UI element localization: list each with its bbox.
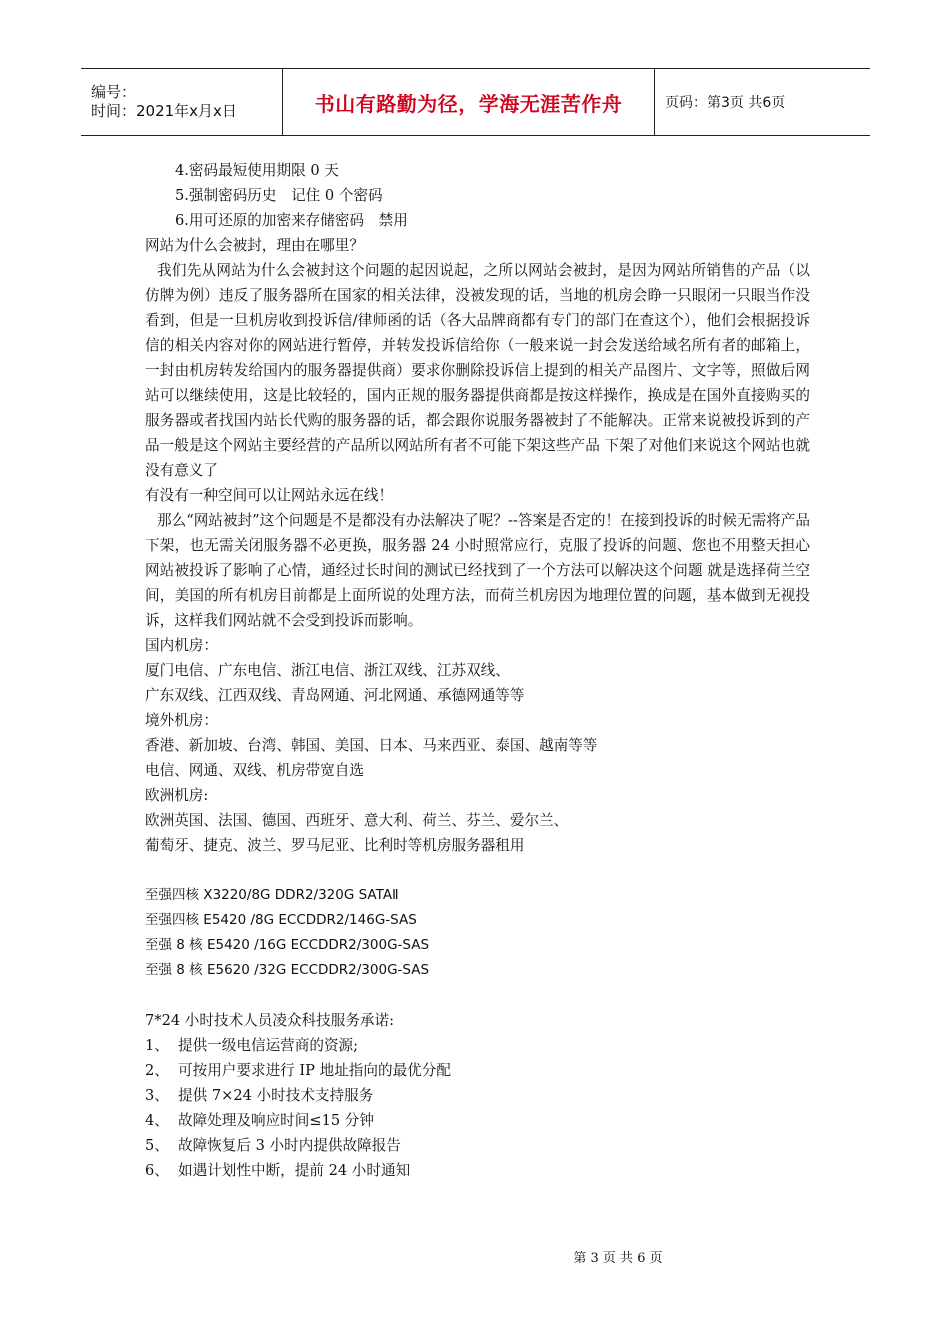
header-page-number: 页码：第3页 共6页 [665, 95, 786, 111]
overseas-title: 境外机房： [145, 712, 218, 729]
commitment-number: 6、 [145, 1162, 169, 1179]
footer-page-number: 第 3 页 共 6 页 [573, 1251, 663, 1266]
commitment-item [145, 1133, 810, 1158]
domestic-line: 广东双线、江西双线、青岛网通、河北网通、承德网通等等 [145, 687, 525, 704]
server-spec: 至强 8 核 E5620 /32G ECCDDR2/300G-SAS [145, 962, 430, 978]
commitment-text: 故障恢复后 3 小时内提供故障报告 [178, 1137, 401, 1154]
section-title: 有没有一种空间可以让网站永远在线！ [145, 487, 394, 504]
commitment-text: 提供一级电信运营商的资源; [178, 1037, 359, 1054]
commitment-text: 如遇计划性中断，提前 24 小时通知 [178, 1162, 411, 1179]
europe-line: 欧洲英国、法国、德国、西班牙、意大利、荷兰、芬兰、爱尔兰、 [145, 812, 569, 829]
policy-item: 4.密码最短使用期限 0 天 [175, 162, 339, 179]
domestic-line: 厦门电信、广东电信、浙江电信、浙江双线、江苏双线、 [145, 662, 510, 679]
commitment-number: 5、 [145, 1137, 169, 1154]
section-paragraph: 我们先从网站为什么会被封这个问题的起因说起，之所以网站会被封，是因为网站所销售的产品（以仿牌为例）违反了服务器所在国家的相关法律，没被发现的话，当地的机房会睁一只眼闭一只眼当作没看到，但是一旦机房收到投诉信/律师函的话（各大品牌商都有专门的部门在查这个），他们会根据投诉信的相关内容对你的网站进行暂停，并转发投诉信给你（一般来说一封会发送给域名所有者的邮箱上，一封由机房转发给国内的服务器提供商）要求你删除投诉信上提到的相关产品图片、文字等，照做后网站可以继续使用，这是比较轻的，国内正规的服务器提供商都是按这样操作，换成是在国外直接购买的服务器或者找国内站长代购的服务器的话，都会跟你说服务器被封了不能解决。正常来说被投诉到的产品一般是这个网站主要经营的产品所以网站所有者不可能下架这些产品 下架了对他们来说这个网站也就没有意义了 [145, 262, 810, 479]
server-spec: 至强四核 E5420 /8G ECCDDR2/146G-SAS [145, 912, 417, 928]
commitment-item [145, 1033, 810, 1058]
section-paragraph: 那么“网站被封”这个问题是不是都没有办法解决了呢？--答案是否定的！在接到投诉的时候无需将产品下架，也无需关闭服务器不必更换，服务器 24 小时照常应行，克服了投诉的问题、您也不用整天担心网站被投诉了影响了心情，通经过长时间的测试已经找到了一个方法可以解决这个问题 就是选择荷兰空间，美国的所有机房目前都是上面所说的处理方法，而荷兰机房因为地理位置的问题，基本做到无视投诉，这样我们网站就不会受到投诉而影响。 [145, 512, 810, 629]
commitment-item [145, 1058, 810, 1083]
spacer [145, 858, 810, 883]
commitment-text: 故障处理及响应时间≤15 分钟 [178, 1112, 374, 1129]
commitment-item [145, 1158, 810, 1183]
spacer [145, 983, 810, 1008]
commitment-number: 1、 [145, 1037, 169, 1054]
commitment-text: 提供 7×24 小时技术支持服务 [178, 1087, 374, 1104]
commitment-number: 2、 [145, 1062, 169, 1079]
commitment-text: 可按用户要求进行 IP 地址指向的最优分配 [178, 1062, 451, 1079]
header-meta [81, 69, 283, 135]
document-body [145, 158, 810, 1183]
server-spec: 至强 8 核 E5420 /16G ECCDDR2/300G-SAS [145, 937, 430, 953]
overseas-line: 香港、新加坡、台湾、韩国、美国、日本、马来西亚、泰国、越南等等 [145, 737, 598, 754]
section-title: 网站为什么会被封，理由在哪里？ [145, 237, 364, 254]
document-number-label: 编号： [91, 83, 137, 101]
policy-item: 5.强制密码历史 记住 0 个密码 [175, 187, 383, 204]
commitment-title: 7*24 小时技术人员凌众科技服务承诺: [145, 1012, 395, 1029]
overseas-line: 电信、网通、双线、机房带宽自选 [145, 762, 364, 779]
europe-line: 葡萄牙、捷克、波兰、罗马尼亚、比利时等机房服务器租用 [145, 837, 525, 854]
domestic-title: 国内机房： [145, 637, 218, 654]
policy-item: 6.用可还原的加密来存储密码 禁用 [175, 212, 408, 229]
commitment-number: 3、 [145, 1087, 169, 1104]
header-slogan: 书山有路勤为径，学海无涯苦作舟 [283, 69, 655, 135]
commitment-number: 4、 [145, 1112, 169, 1129]
commitment-item [145, 1083, 810, 1108]
page-header [81, 68, 870, 136]
server-spec: 至强四核 X3220/8G DDR2/320G SATAⅡ [145, 887, 399, 903]
page-footer [0, 1247, 950, 1266]
europe-title: 欧洲机房: [145, 787, 209, 804]
commitment-item [145, 1108, 810, 1133]
document-date-label: 时间：2021年x月x日 [91, 102, 237, 120]
